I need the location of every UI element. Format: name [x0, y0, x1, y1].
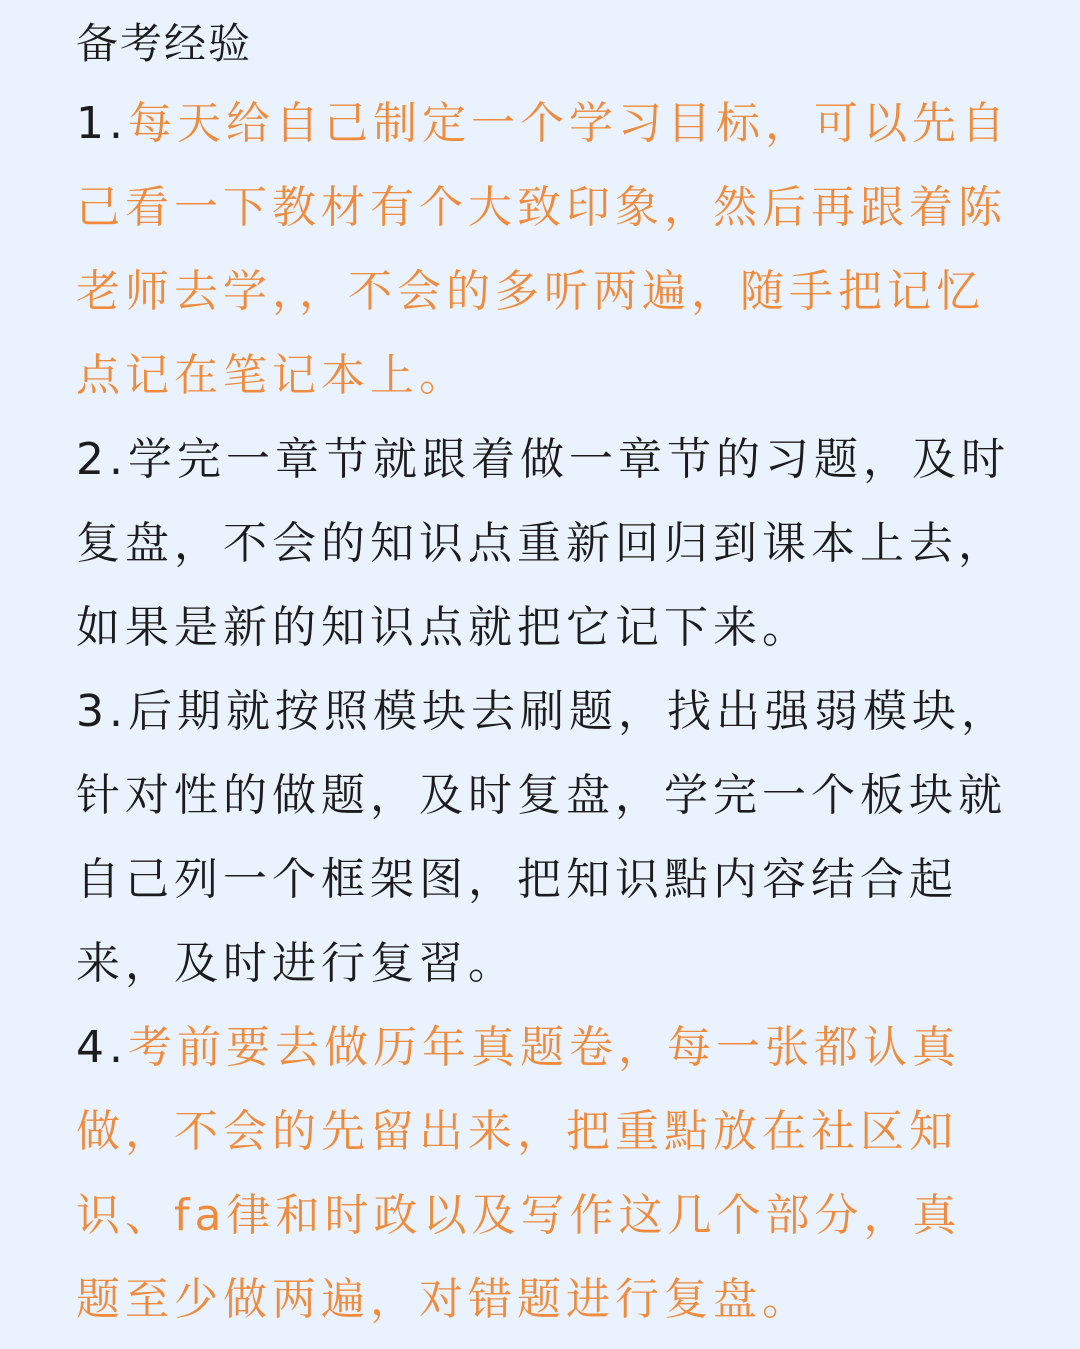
item-number: 3.	[76, 686, 128, 737]
list-item-3	[76, 670, 1010, 1006]
item-number: 4.	[76, 1022, 128, 1073]
page-title: 备考经验	[76, 19, 253, 68]
item-text: 学完一章节就跟着做一章节的习题，及时复盘，不会的知识点重新回归到课本上去，如果是新的知识点就把它记下来。	[76, 434, 1010, 653]
item-number: 1.	[76, 98, 128, 149]
item-text: 后期就按照模块去刷题，找出强弱模块，针对性的做题，及时复盘，学完一个板块就自己列一个框架图，把知识點内容结合起来，及时进行复習。	[76, 686, 1010, 989]
list-item-2	[76, 418, 1010, 670]
item-text: 每天给自己制定一个学习目标，可以先自己看一下教材有个大致印象，然后再跟着陈老师去学，，不会的多听两遍，随手把记忆点记在笔记本上。	[76, 98, 1010, 401]
list-item-1	[76, 82, 1010, 418]
list-item-4	[76, 1006, 1010, 1342]
item-number: 2.	[76, 434, 128, 485]
item-text: 考前要去做历年真题卷，每一张都认真做，不会的先留出来，把重點放在社区知识、fa律和时政以及写作这几个部分，真题至少做两遍，对错题进行复盘。	[76, 1022, 962, 1325]
